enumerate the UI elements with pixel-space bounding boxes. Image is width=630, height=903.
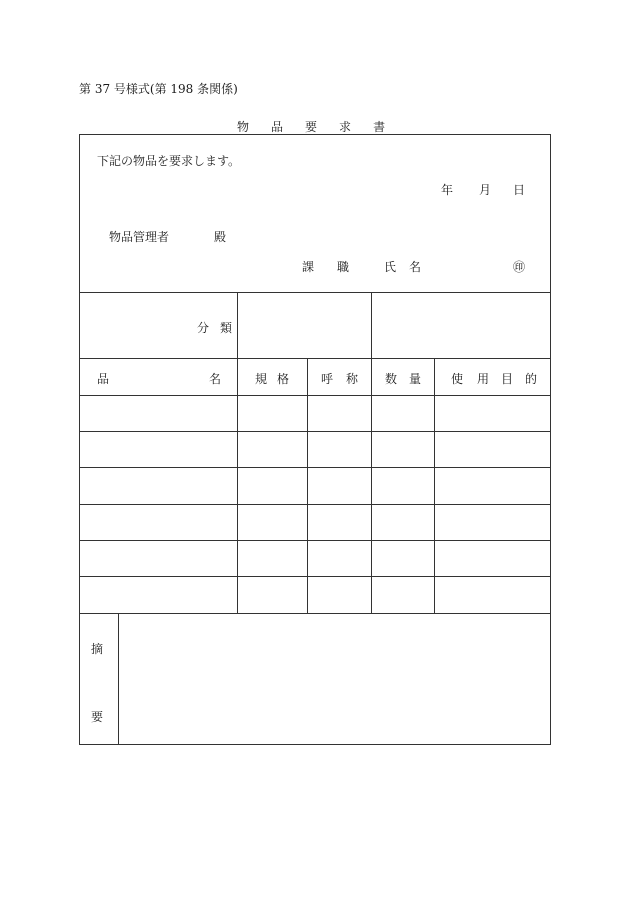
column-divider bbox=[237, 292, 238, 613]
date-month-label: 月 bbox=[479, 183, 492, 197]
remarks-label-char-1: 摘 bbox=[91, 642, 104, 656]
signature-name-char-2: 名 bbox=[409, 260, 422, 274]
classification-label-char-1: 分 bbox=[197, 321, 210, 335]
section-divider bbox=[80, 613, 551, 614]
header-nominal-char-1: 呼 bbox=[321, 372, 334, 386]
header-purpose-char-4: 的 bbox=[525, 372, 538, 386]
date-day-label: 日 bbox=[513, 183, 526, 197]
header-quantity-char-2: 量 bbox=[409, 372, 422, 386]
signature-name-char-1: 氏 bbox=[384, 260, 397, 274]
header-nominal-char-2: 称 bbox=[346, 372, 359, 386]
signature-section-label: 課 bbox=[302, 260, 315, 274]
header-purpose-char-3: 目 bbox=[501, 372, 514, 386]
form-number: 第 37 号様式(第 198 条関係) bbox=[79, 82, 238, 96]
column-divider bbox=[434, 358, 435, 613]
row-divider bbox=[80, 395, 551, 396]
request-statement: 下記の物品を要求します。 bbox=[97, 154, 241, 168]
column-divider bbox=[307, 358, 308, 613]
row-divider bbox=[80, 431, 551, 432]
signature-position-label: 職 bbox=[337, 260, 350, 274]
header-spec-char-2: 格 bbox=[277, 372, 290, 386]
request-form bbox=[79, 134, 551, 745]
header-quantity-char-1: 数 bbox=[385, 372, 398, 386]
title-char: 書 bbox=[373, 120, 386, 134]
title-char: 物 bbox=[237, 120, 250, 134]
addressee-honorific: 殿 bbox=[214, 230, 227, 244]
addressee-label: 物品管理者 bbox=[109, 230, 170, 244]
column-divider bbox=[371, 358, 372, 613]
title-char: 要 bbox=[305, 120, 318, 134]
header-item-name-char-2: 名 bbox=[209, 372, 222, 386]
section-divider bbox=[80, 358, 551, 359]
row-divider bbox=[80, 504, 551, 505]
section-divider bbox=[80, 292, 551, 293]
title-char: 品 bbox=[271, 120, 284, 134]
column-divider bbox=[118, 613, 119, 745]
header-purpose-char-1: 使 bbox=[451, 372, 464, 386]
date-year-label: 年 bbox=[441, 183, 454, 197]
document-title bbox=[237, 118, 385, 135]
title-char: 求 bbox=[339, 120, 352, 134]
row-divider bbox=[80, 467, 551, 468]
row-divider bbox=[80, 576, 551, 577]
header-spec-char-1: 規 bbox=[255, 372, 268, 386]
header-purpose-char-2: 用 bbox=[477, 372, 490, 386]
classification-label-char-2: 類 bbox=[220, 321, 233, 335]
seal-mark: ㊞ bbox=[513, 260, 526, 274]
column-divider bbox=[371, 292, 372, 358]
remarks-label-char-2: 要 bbox=[91, 710, 104, 724]
row-divider bbox=[80, 540, 551, 541]
header-item-name-char-1: 品 bbox=[97, 372, 110, 386]
